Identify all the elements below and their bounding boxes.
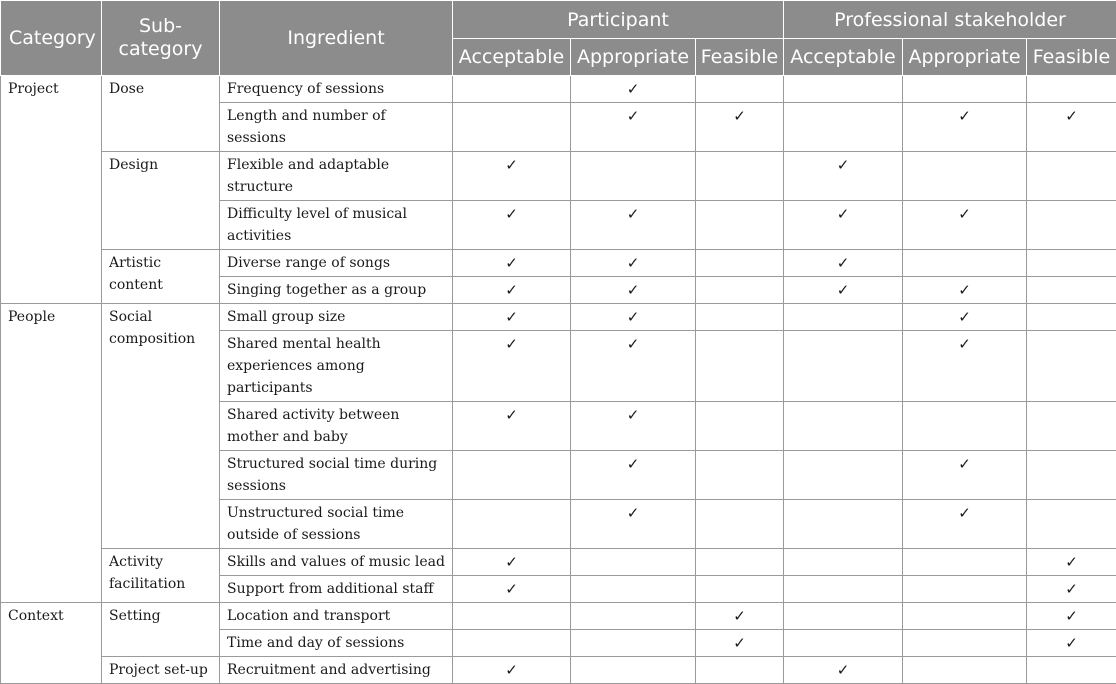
ingredient-cell: Shared mental health experiences among participants [220, 331, 453, 402]
cell-participant-feasible [696, 304, 784, 331]
cell-professional-feasible [1027, 500, 1116, 549]
cell-participant-acceptable [453, 76, 571, 103]
table-row [1, 603, 1116, 630]
cell-participant-acceptable [453, 304, 571, 331]
subcategory-cell: Activity facilitation [102, 549, 220, 603]
check-icon: ✓ [505, 156, 518, 174]
check-icon: ✓ [837, 281, 850, 299]
cell-participant-appropriate [571, 103, 696, 152]
table-row [1, 304, 1116, 331]
cell-participant-acceptable [453, 331, 571, 402]
cell-professional-acceptable [784, 201, 903, 250]
check-icon: ✓ [505, 553, 518, 571]
cell-professional-feasible [1027, 152, 1116, 201]
cell-professional-acceptable [784, 549, 903, 576]
check-icon: ✓ [627, 308, 640, 326]
check-icon: ✓ [958, 308, 971, 326]
table-header [1, 1, 1116, 76]
cell-professional-appropriate [903, 201, 1027, 250]
check-icon: ✓ [837, 156, 850, 174]
cell-participant-appropriate [571, 549, 696, 576]
cell-participant-acceptable [453, 603, 571, 630]
cell-participant-feasible [696, 451, 784, 500]
cell-participant-acceptable [453, 576, 571, 603]
header-professional-feasible: Feasible [1027, 39, 1116, 76]
check-icon: ✓ [1065, 553, 1078, 571]
check-icon: ✓ [733, 634, 746, 652]
check-icon: ✓ [627, 254, 640, 272]
cell-participant-feasible [696, 576, 784, 603]
ingredient-cell: Unstructured social time outside of sessions [220, 500, 453, 549]
check-icon: ✓ [733, 107, 746, 125]
subcategory-cell: Dose [102, 76, 220, 152]
check-icon: ✓ [1065, 580, 1078, 598]
check-icon: ✓ [1065, 634, 1078, 652]
cell-professional-acceptable [784, 500, 903, 549]
header-professional-acceptable: Acceptable [784, 39, 903, 76]
ingredient-cell: Support from additional staff [220, 576, 453, 603]
cell-participant-acceptable [453, 152, 571, 201]
cell-professional-acceptable [784, 451, 903, 500]
check-icon: ✓ [627, 504, 640, 522]
check-icon: ✓ [505, 254, 518, 272]
cell-professional-acceptable [784, 152, 903, 201]
table-row [1, 152, 1116, 201]
ingredient-cell: Diverse range of songs [220, 250, 453, 277]
cell-professional-acceptable [784, 76, 903, 103]
cell-professional-feasible [1027, 603, 1116, 630]
check-icon: ✓ [627, 455, 640, 473]
ingredient-cell: Singing together as a group [220, 277, 453, 304]
check-icon: ✓ [627, 406, 640, 424]
subcategory-cell: Project set-up [102, 657, 220, 684]
check-icon: ✓ [505, 308, 518, 326]
table-row [1, 549, 1116, 576]
cell-professional-appropriate [903, 576, 1027, 603]
header-subcategory: Sub-category [102, 1, 220, 76]
cell-participant-appropriate [571, 657, 696, 684]
cell-participant-feasible [696, 603, 784, 630]
subcategory-cell: Design [102, 152, 220, 250]
cell-participant-appropriate [571, 76, 696, 103]
cell-professional-acceptable [784, 630, 903, 657]
subcategory-cell: Setting [102, 603, 220, 657]
check-icon: ✓ [958, 455, 971, 473]
cell-professional-feasible [1027, 201, 1116, 250]
ingredient-cell: Difficulty level of musical activities [220, 201, 453, 250]
header-professional: Professional stakeholder [784, 1, 1116, 39]
category-cell: Context [1, 603, 102, 684]
cell-participant-appropriate [571, 304, 696, 331]
cell-participant-feasible [696, 500, 784, 549]
cell-participant-feasible [696, 402, 784, 451]
cell-professional-acceptable [784, 304, 903, 331]
cell-professional-feasible [1027, 277, 1116, 304]
cell-participant-acceptable [453, 549, 571, 576]
cell-professional-acceptable [784, 277, 903, 304]
cell-participant-appropriate [571, 500, 696, 549]
check-icon: ✓ [505, 205, 518, 223]
check-icon: ✓ [837, 254, 850, 272]
header-participant: Participant [453, 1, 784, 39]
cell-professional-feasible [1027, 451, 1116, 500]
subcategory-cell: Social composition [102, 304, 220, 549]
cell-professional-feasible [1027, 331, 1116, 402]
check-icon: ✓ [627, 80, 640, 98]
check-icon: ✓ [627, 281, 640, 299]
cell-participant-acceptable [453, 103, 571, 152]
ingredient-cell: Skills and values of music lead [220, 549, 453, 576]
header-participant-appropriate: Appropriate [571, 39, 696, 76]
check-icon: ✓ [837, 205, 850, 223]
table-row [1, 76, 1116, 103]
cell-participant-appropriate [571, 152, 696, 201]
check-icon: ✓ [627, 335, 640, 353]
ingredient-cell: Location and transport [220, 603, 453, 630]
cell-professional-appropriate [903, 76, 1027, 103]
cell-participant-acceptable [453, 500, 571, 549]
cell-participant-appropriate [571, 603, 696, 630]
cell-participant-acceptable [453, 250, 571, 277]
cell-professional-appropriate [903, 152, 1027, 201]
header-ingredient: Ingredient [220, 1, 453, 76]
cell-professional-acceptable [784, 250, 903, 277]
ingredient-cell: Frequency of sessions [220, 76, 453, 103]
table-row [1, 657, 1116, 684]
cell-participant-appropriate [571, 630, 696, 657]
subcategory-cell: Artistic content [102, 250, 220, 304]
cell-participant-appropriate [571, 451, 696, 500]
cell-participant-appropriate [571, 201, 696, 250]
header-participant-feasible: Feasible [696, 39, 784, 76]
cell-professional-acceptable [784, 331, 903, 402]
ingredient-cell: Small group size [220, 304, 453, 331]
cell-participant-feasible [696, 549, 784, 576]
table-row [1, 250, 1116, 277]
cell-professional-feasible [1027, 630, 1116, 657]
cell-professional-appropriate [903, 250, 1027, 277]
cell-professional-appropriate [903, 657, 1027, 684]
cell-professional-feasible [1027, 402, 1116, 451]
cell-professional-acceptable [784, 402, 903, 451]
cell-participant-appropriate [571, 576, 696, 603]
cell-professional-acceptable [784, 603, 903, 630]
check-icon: ✓ [505, 335, 518, 353]
check-icon: ✓ [837, 661, 850, 679]
check-icon: ✓ [505, 281, 518, 299]
category-cell: People [1, 304, 102, 603]
check-icon: ✓ [1065, 607, 1078, 625]
cell-participant-feasible [696, 331, 784, 402]
cell-participant-appropriate [571, 250, 696, 277]
cell-participant-feasible [696, 250, 784, 277]
cell-participant-acceptable [453, 451, 571, 500]
cell-professional-feasible [1027, 549, 1116, 576]
cell-participant-appropriate [571, 331, 696, 402]
ingredient-cell: Length and number of sessions [220, 103, 453, 152]
cell-professional-acceptable [784, 657, 903, 684]
cell-professional-appropriate [903, 277, 1027, 304]
check-icon: ✓ [958, 335, 971, 353]
cell-professional-feasible [1027, 76, 1116, 103]
cell-professional-appropriate [903, 630, 1027, 657]
cell-professional-feasible [1027, 103, 1116, 152]
cell-professional-appropriate [903, 331, 1027, 402]
cell-professional-appropriate [903, 451, 1027, 500]
cell-participant-acceptable [453, 402, 571, 451]
check-icon: ✓ [733, 607, 746, 625]
check-icon: ✓ [505, 406, 518, 424]
check-icon: ✓ [958, 281, 971, 299]
ingredient-cell: Structured social time during sessions [220, 451, 453, 500]
ingredient-cell: Recruitment and advertising [220, 657, 453, 684]
header-participant-acceptable: Acceptable [453, 39, 571, 76]
ingredient-cell: Time and day of sessions [220, 630, 453, 657]
cell-participant-feasible [696, 277, 784, 304]
cell-professional-appropriate [903, 402, 1027, 451]
cell-participant-feasible [696, 630, 784, 657]
ingredient-cell: Flexible and adaptable structure [220, 152, 453, 201]
cell-professional-feasible [1027, 657, 1116, 684]
cell-participant-appropriate [571, 402, 696, 451]
cell-participant-feasible [696, 201, 784, 250]
check-icon: ✓ [505, 580, 518, 598]
cell-participant-feasible [696, 103, 784, 152]
table-body [1, 76, 1116, 684]
cell-participant-acceptable [453, 201, 571, 250]
cell-professional-appropriate [903, 103, 1027, 152]
cell-professional-feasible [1027, 304, 1116, 331]
cell-participant-feasible [696, 657, 784, 684]
cell-professional-feasible [1027, 576, 1116, 603]
check-icon: ✓ [1065, 107, 1078, 125]
cell-participant-acceptable [453, 657, 571, 684]
category-cell: Project [1, 76, 102, 304]
check-icon: ✓ [958, 205, 971, 223]
header-category: Category [1, 1, 102, 76]
cell-professional-acceptable [784, 103, 903, 152]
ingredient-cell: Shared activity between mother and baby [220, 402, 453, 451]
check-icon: ✓ [627, 205, 640, 223]
check-icon: ✓ [505, 661, 518, 679]
check-icon: ✓ [627, 107, 640, 125]
cell-participant-feasible [696, 152, 784, 201]
cell-participant-acceptable [453, 630, 571, 657]
cell-professional-feasible [1027, 250, 1116, 277]
cell-professional-appropriate [903, 500, 1027, 549]
cell-participant-acceptable [453, 277, 571, 304]
cell-professional-appropriate [903, 603, 1027, 630]
cell-professional-appropriate [903, 304, 1027, 331]
header-professional-appropriate: Appropriate [903, 39, 1027, 76]
cell-professional-appropriate [903, 549, 1027, 576]
check-icon: ✓ [958, 107, 971, 125]
cell-participant-feasible [696, 76, 784, 103]
cell-professional-acceptable [784, 576, 903, 603]
check-icon: ✓ [958, 504, 971, 522]
cell-participant-appropriate [571, 277, 696, 304]
